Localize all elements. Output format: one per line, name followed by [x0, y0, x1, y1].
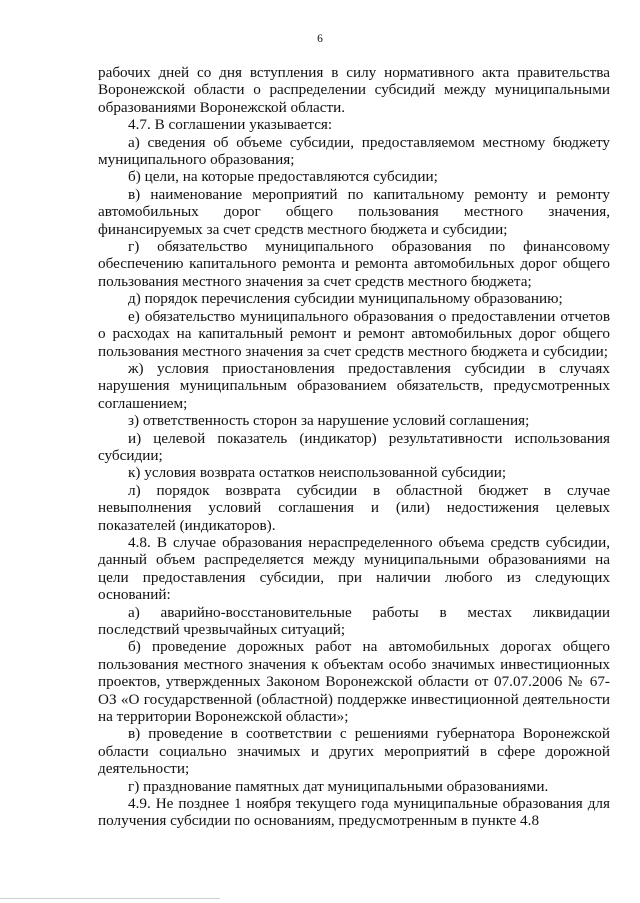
paragraph-4-8-b: б) проведение дорожных работ на автомобильных дорогах общего пользования местного значения к объектам особо значимых инвестиционных проектов, утвержденных Законом Воронежской области от 07.07.2006 № 67-ОЗ «О государственной (областной) поддержке инвестиционной деятельности на территории Воронежской области»; — [98, 638, 610, 726]
paragraph-4-8-a: а) аварийно-восстановительные работы в местах ликвидации последствий чрезвычайных ситуаций; — [98, 603, 610, 638]
paragraph-4-7-g: г) обязательство муниципального образования по финансовому обеспечению капитального ремонта и ремонта автомобильных дорог общего пользования местного значения за счет средств местного бюджета; — [98, 238, 610, 290]
paragraph-4-7-e: е) обязательство муниципального образования о предоставлении отчетов о расходах на капитальный ремонт и ремонт автомобильных дорог общего пользования местного значения за счет средств местного бюджета и субсидии; — [98, 307, 610, 360]
paragraph-4-7-zh: ж) условия приостановления предоставления субсидии в случаях нарушения муниципальным образованием обязательств, предусмотренных соглашением; — [98, 359, 610, 412]
paragraph-4-8-v: в) проведение в соответствии с решениями губернатора Воронежской области социально значимых и других мероприятий в сфере дорожной деятельности; — [98, 725, 610, 778]
paragraph-continuation: рабочих дней со дня вступления в силу нормативного акта правительства Воронежской области о распределении субсидий между муниципальными образованиями Воронежской области. — [98, 64, 610, 116]
paragraph-4-7-l: л) порядок возврата субсидии в областной бюджет в случае невыполнения условий соглашения и (или) недостижения целевых показателей (индикаторов). — [98, 481, 610, 534]
scan-edge-line — [0, 898, 220, 899]
document-body — [98, 64, 610, 830]
paragraph-4-7-z: з) ответственность сторон за нарушение условий соглашения; — [128, 412, 530, 430]
paragraph-4-8-g: г) празднование памятных дат муниципальными образованиями. — [128, 777, 549, 795]
paragraph-4-7-a: а) сведения об объеме субсидии, предоставляемом местному бюджету муниципального образования; — [98, 133, 610, 169]
paragraph-4-8: 4.8. В случае образования нераспределенного объема средств субсидии, данный объем распределяется между муниципальными образованиями на цели предоставления субсидии, при наличии любого из следующих оснований: — [98, 533, 610, 604]
paragraph-4-7-d: д) порядок перечисления субсидии муниципальному образованию; — [128, 290, 563, 308]
paragraph-4-7-i: и) целевой показатель (индикатор) результативности использования субсидии; — [98, 429, 610, 464]
paragraph-4-9: 4.9. Не позднее 1 ноября текущего года муниципальные образования для получения субсидии по основаниям, предусмотренным в пункте 4.8 — [98, 795, 610, 830]
paragraph-4-7-v: в) наименование мероприятий по капитальному ремонту и ремонту автомобильных дорог общего пользования местного значения, финансируемых за счет средств местного бюджета и субсидии; — [98, 185, 610, 238]
page-number: 6 — [317, 33, 323, 45]
paragraph-4-7: 4.7. В соглашении указывается: — [128, 116, 333, 134]
paragraph-4-7-k: к) условия возврата остатков неиспользованной субсидии; — [128, 464, 507, 482]
paragraph-4-7-b: б) цели, на которые предоставляются субсидии; — [128, 168, 438, 186]
